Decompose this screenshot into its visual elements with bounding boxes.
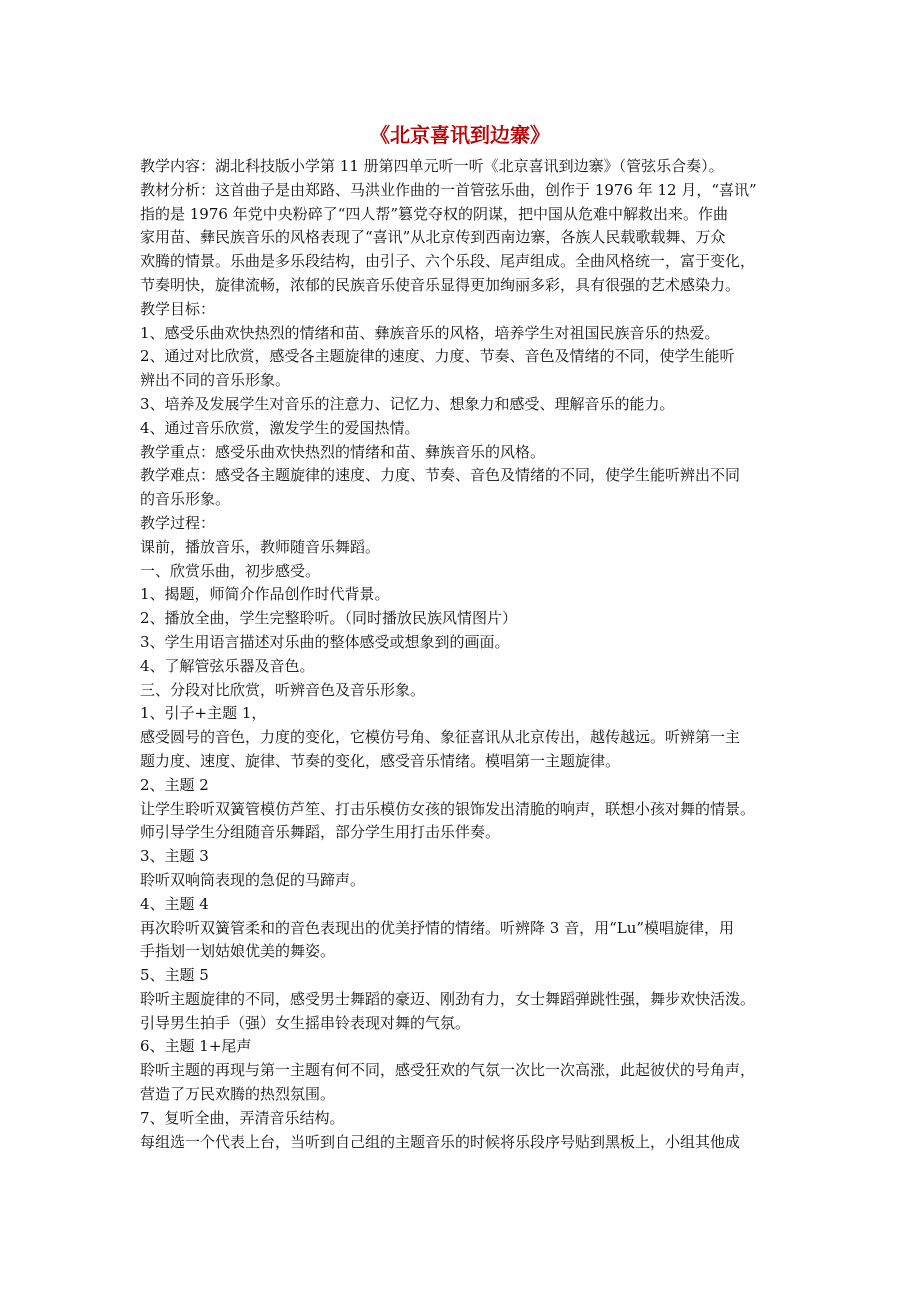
text-line: 教学重点：感受乐曲欢快热烈的情绪和苗、彝族音乐的风格。 <box>140 442 546 461</box>
text-line: 教学难点：感受各主题旋律的速度、力度、节奏、音色及情绪的不同，使学生能听辨出不同 <box>140 466 741 485</box>
text-line: 4、主题 4 <box>140 894 209 913</box>
text-line: 1、引子+主题 1， <box>140 704 267 723</box>
text-line: 一、欣赏乐曲，初步感受。 <box>140 561 321 580</box>
text-line: 7、复听全曲，弄清音乐结构。 <box>140 1108 345 1127</box>
text-line: 题力度、速度、旋律、节奏的变化，感受音乐情绪。模唱第一主题旋律。 <box>140 751 621 770</box>
text-line: 每组选一个代表上台，当听到自己组的主题音乐的时候将乐段序号贴到黑板上，小组其他成 <box>140 1132 741 1151</box>
text-line: 2、主题 2 <box>140 775 209 794</box>
section-heading: 教学过程： <box>140 513 216 532</box>
text-line: 家用苗、彝民族音乐的风格表现了“喜讯”从北京传到西南边寨，各族人民载歌载舞、万众 <box>140 228 726 247</box>
text-line: 辨出不同的音乐形象。 <box>140 371 291 390</box>
text-line: 2、播放全曲，学生完整聆听。（同时播放民族风情图片） <box>140 609 518 628</box>
text-line: 3、学生用语言描述对乐曲的整体感受或想象到的画面。 <box>140 632 510 651</box>
text-line: 营造了万民欢腾的热烈氛围。 <box>140 1085 336 1104</box>
text-line: 让学生聆听双簧管模仿芦笙、打击乐模仿女孩的银饰发出清脆的响声，联想小孩对舞的情景。 <box>140 799 756 818</box>
text-line: 聆听主题的再现与第一主题有何不同，感受狂欢的气氛一次比一次高涨，此起彼伏的号角声， <box>140 1061 756 1080</box>
text-line: 3、主题 3 <box>140 847 209 866</box>
text-line: 课前，播放音乐，教师随音乐舞蹈。 <box>140 537 381 556</box>
text-line: 5、主题 5 <box>140 966 209 985</box>
text-line: 4、通过音乐欣赏，激发学生的爱国热情。 <box>140 418 420 437</box>
text-line: 的音乐形象。 <box>140 490 231 509</box>
section-heading: 教学目标： <box>140 299 216 318</box>
text-line: 1、揭题，师简介作品创作时代背景。 <box>140 585 390 604</box>
document-title: 《北京喜讯到边寨》 <box>370 123 550 147</box>
text-line: 3、培养及发展学生对音乐的注意力、记忆力、想象力和感受、理解音乐的能力。 <box>140 394 675 413</box>
text-line: 引导男生拍手（强）女生摇串铃表现对舞的气氛。 <box>140 1013 471 1032</box>
text-line: 4、了解管弦乐器及音色。 <box>140 656 315 675</box>
document-body <box>140 155 780 1154</box>
text-line: 三、分段对比欣赏，听辨音色及音乐形象。 <box>140 680 426 699</box>
text-line: 再次聆听双簧管柔和的音色表现出的优美抒情的情绪。听辨降 3 音，用“Lu”模唱旋律，用 <box>140 918 735 937</box>
text-line: 感受圆号的音色，力度的变化，它模仿号角、象征喜讯从北京传出，越传越远。听辨第一主 <box>140 728 741 747</box>
text-line: 指的是 1976 年党中央粉碎了“四人帮”篡党夺权的阴谋，把中国从危难中解救出来。作曲 <box>140 204 729 223</box>
text-line: 师引导学生分组随音乐舞蹈，部分学生用打击乐伴奏。 <box>140 823 501 842</box>
text-line: 聆听主题旋律的不同，感受男士舞蹈的豪迈、刚劲有力，女士舞蹈弹跳性强，舞步欢快活泼。 <box>140 989 756 1008</box>
text-line: 6、主题 1+尾声 <box>140 1037 252 1056</box>
text-line: 1、感受乐曲欢快热烈的情绪和苗、彝族音乐的风格，培养学生对祖国民族音乐的热爱。 <box>140 323 720 342</box>
text-line: 2、通过对比欣赏，感受各主题旋律的速度、力度、节奏、音色及情绪的不同，使学生能听 <box>140 347 735 366</box>
text-line: 节奏明快，旋律流畅，浓郁的民族音乐使音乐显得更加绚丽多彩，具有很强的艺术感染力。 <box>140 275 741 294</box>
text-line: 聆听双响筒表现的急促的马蹄声。 <box>140 870 366 889</box>
text-line: 手指划一划姑娘优美的舞姿。 <box>140 942 336 961</box>
text-line: 欢腾的情景。乐曲是多乐段结构，由引子、六个乐段、尾声组成。全曲风格统一，富于变化， <box>140 252 756 271</box>
text-line: 教学内容：湖北科技版小学第 11 册第四单元听一听《北京喜讯到边寨》（管弦乐合奏）。 <box>140 157 724 175</box>
text-line: 教材分析：这首曲子是由郑路、马洪业作曲的一首管弦乐曲，创作于 1976 年 12 月，“喜讯” <box>140 180 757 199</box>
